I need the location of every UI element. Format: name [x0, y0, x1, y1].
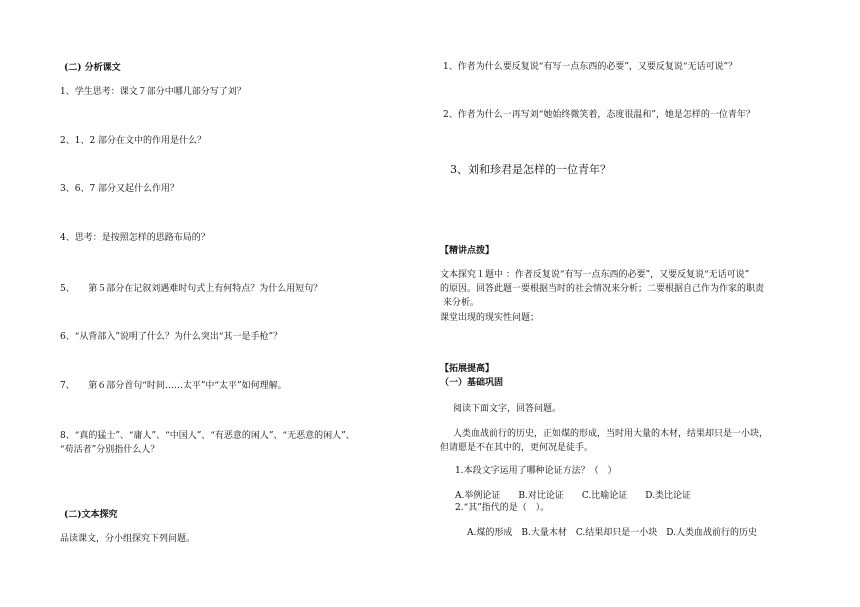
exploration-intro: 品读课文，分小组探究下列问题。 — [60, 534, 196, 544]
section-heading-exploration: (二)文本探究 — [64, 510, 118, 520]
exercise-1-question: 1.本段文字运用了哪种论证方法？（ ） — [455, 466, 617, 476]
tuozhan-heading: 【拓展提高】 — [440, 364, 495, 374]
question-8-line-1: 8、“真的猛士”、“庸人”、“中国人”、“有恶意的闲人”、“无恶意的闲人”、 — [60, 431, 355, 441]
jingjiang-line-4: 课堂出现的现实性问题； — [440, 313, 540, 323]
right-question-1: 1、作者为什么要反复说“有写一点东西的必要”，又要反复说“无话可说”？ — [443, 62, 738, 72]
question-5: 5、 第５部分在记叙刘遇难时句式上有何特点？为什么用短句？ — [60, 284, 323, 294]
jingjiang-line-3: 来分析。 — [443, 298, 480, 308]
question-4: 4、思考：是按照怎样的思路布局的？ — [60, 233, 210, 243]
jingjiang-heading: 【精讲点拨】 — [440, 246, 495, 256]
jingjiang-line-2: 的原因。回答此题一要根据当时的社会情况来分析；二要根据自己作为作家的职责 — [440, 284, 765, 294]
jichu-heading: （一）基础巩固 — [440, 378, 504, 388]
question-3: 3、6、7 部分又起什么作用？ — [60, 184, 180, 194]
exercise-2-question: 2.“其”指代的是（ ）。 — [455, 503, 550, 513]
question-7: 7、 第６部分首句“时间……太平”中“太平”如何理解。 — [60, 381, 287, 391]
passage-line-1: 人类血战前行的历史，正如煤的形成，当时用大量的木材，结果却只是一小块， — [453, 429, 769, 439]
passage-line-2: 但请愿是不在其中的，更何况是徒手。 — [440, 443, 594, 453]
section-heading-analysis: (二) 分析课文 — [64, 63, 121, 73]
exercise-1-options: A.举例论证 B.对比论证 C.比喻论证 D.类比论证 — [455, 491, 692, 501]
question-1: 1、学生思考：课文７部分中哪几部分写了刘？ — [60, 87, 246, 97]
right-question-2: 2、作者为什么一再写刘“她始终微笑着，态度很温和”，她是怎样的一位青年？ — [443, 110, 755, 120]
question-8-line-2: “苟活者”分别指什么人？ — [60, 445, 160, 455]
exercise-2-options: A.煤的形成 B.大量木材 C.结果却只是一小块 D.人类血战前行的历史 — [467, 528, 758, 538]
right-question-3: 3、刘和珍君是怎样的一位青年？ — [450, 163, 611, 176]
question-2: 2、1、2 部分在文中的作用是什么？ — [60, 136, 207, 146]
jingjiang-line-1: 文本探究１题中 ：作者反复说“有写一点东西的必要”，又要反复说“无话可说” — [440, 270, 750, 280]
reading-instruction: 阅读下面文字，回答问题。 — [453, 404, 562, 414]
question-6: 6、“从背部入”说明了什么？为什么突出“其一是手枪”？ — [60, 332, 283, 342]
